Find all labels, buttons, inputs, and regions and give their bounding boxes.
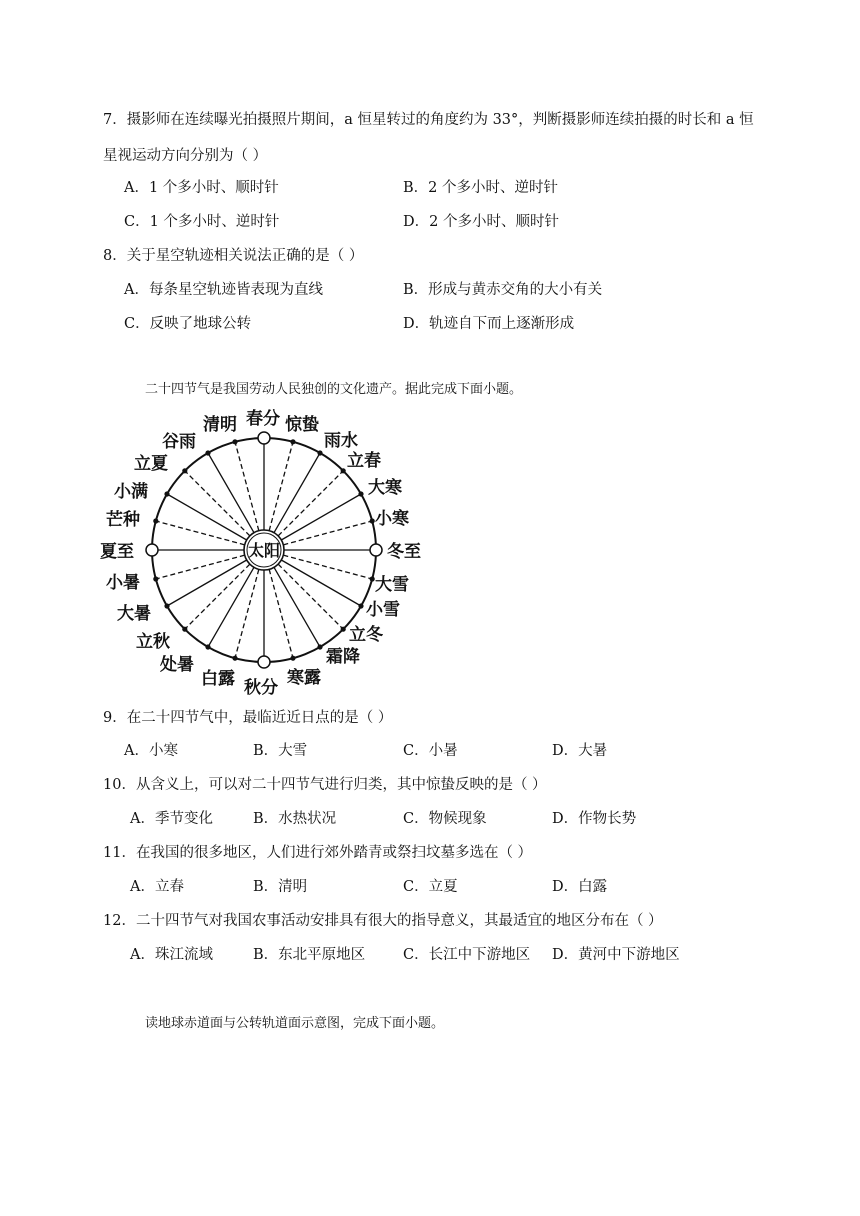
term-chunfen: 春分 [246, 409, 280, 429]
spoke-line [283, 555, 372, 579]
spoke-line [269, 569, 293, 658]
q8-option-b[interactable]: B．形成与黄赤交角的大小有关 [403, 282, 603, 298]
spoke-line [269, 442, 293, 531]
spoke-line [156, 521, 245, 545]
q9-option-a[interactable]: A．小寒 [124, 743, 178, 759]
q10-option-c[interactable]: C．物候现象 [403, 811, 487, 827]
term-dot [358, 491, 363, 496]
spoke-line [185, 471, 250, 536]
term-xiaoshu: 小暑 [106, 573, 140, 593]
term-dot [341, 468, 346, 473]
q7-option-d[interactable]: D．2 个多小时、顺时针 [403, 214, 559, 230]
term-yushui: 雨水 [324, 431, 358, 451]
term-daxue: 大雪 [375, 575, 409, 595]
q9-option-b[interactable]: B．大雪 [253, 743, 308, 759]
chunfen-marker [258, 432, 270, 444]
term-lichun: 立春 [347, 451, 381, 471]
q7-option-b[interactable]: B．2 个多小时、逆时针 [403, 180, 558, 196]
intro-solar-terms: 二十四节气是我国劳动人民独创的文化遗产。据此完成下面小题。 [145, 382, 523, 397]
term-chushu: 处暑 [160, 655, 194, 675]
spoke-line [208, 453, 254, 533]
spoke-line [283, 521, 372, 545]
q8-option-d[interactable]: D．轨迹自下而上逐渐形成 [403, 316, 575, 332]
term-dot [182, 468, 187, 473]
q10-stem: 10．从含义上，可以对二十四节气进行归类，其中惊蛰反映的是（ ） [103, 777, 547, 793]
term-dot [341, 627, 346, 632]
q11-option-c[interactable]: C．立夏 [403, 879, 458, 895]
spoke-line [278, 564, 343, 629]
spoke-line [278, 471, 343, 536]
term-dot [205, 450, 210, 455]
solar-terms-diagram [96, 400, 436, 700]
q12-option-c[interactable]: C．长江中下游地区 [403, 947, 531, 963]
term-guyu: 谷雨 [162, 432, 196, 452]
term-dashu: 大暑 [117, 604, 151, 624]
term-xiaoxue: 小雪 [366, 600, 400, 620]
term-xiazhi: 夏至 [100, 542, 134, 562]
term-shuangjiang: 霜降 [326, 647, 360, 667]
xiazhi-marker [146, 544, 158, 556]
term-dot [232, 439, 237, 444]
q12-stem: 12．二十四节气对我国农事活动安排具有很大的指导意义，其最适宜的地区分布在（ ） [103, 913, 663, 929]
term-jingzhe: 惊蛰 [285, 415, 319, 435]
q11-stem: 11．在我国的很多地区，人们进行郊外踏青或祭扫坟墓多选在（ ） [103, 845, 533, 861]
term-bailu: 白露 [201, 669, 235, 689]
sun-label: 太阳 [247, 541, 281, 560]
q10-option-a[interactable]: A．季节变化 [130, 811, 213, 827]
spoke-line [274, 453, 320, 533]
term-dot [164, 491, 169, 496]
qiufen-marker [258, 656, 270, 668]
spoke-line [156, 555, 245, 579]
spoke-line [281, 494, 361, 540]
spoke-line [235, 569, 259, 658]
term-dot [153, 576, 158, 581]
term-qingming: 清明 [203, 415, 237, 435]
term-mangzhong: 芒种 [106, 510, 140, 530]
term-dot [232, 656, 237, 661]
spoke-line [185, 564, 250, 629]
term-dot [205, 644, 210, 649]
q11-option-a[interactable]: A．立春 [130, 879, 184, 895]
term-dot [182, 627, 187, 632]
term-dot [290, 439, 295, 444]
term-dot [370, 518, 375, 523]
intro-orbit-plane: 读地球赤道面与公转轨道面示意图，完成下面小题。 [145, 1016, 445, 1031]
q8-option-c[interactable]: C．反映了地球公转 [124, 316, 252, 332]
term-dahan: 大寒 [368, 478, 402, 498]
q8-option-a[interactable]: A．每条星空轨迹皆表现为直线 [124, 282, 323, 298]
q8-stem: 8．关于星空轨迹相关说法正确的是（ ） [103, 248, 364, 264]
q12-option-a[interactable]: A．珠江流域 [130, 947, 213, 963]
spoke-line [281, 560, 361, 606]
term-lixia: 立夏 [134, 454, 168, 474]
spoke-line [235, 442, 259, 531]
term-dot [290, 656, 295, 661]
term-dongzhi: 冬至 [387, 542, 421, 562]
q11-option-b[interactable]: B．清明 [253, 879, 308, 895]
q7-option-c[interactable]: C．1 个多小时、逆时针 [124, 214, 280, 230]
dongzhi-marker [370, 544, 382, 556]
term-dot [317, 644, 322, 649]
q12-option-d[interactable]: D．黄河中下游地区 [552, 947, 680, 963]
spoke-line [274, 567, 320, 647]
q9-option-c[interactable]: C．小暑 [403, 743, 458, 759]
term-hanlu: 寒露 [287, 668, 321, 688]
q9-stem: 9．在二十四节气中，最临近近日点的是（ ） [103, 710, 393, 726]
q12-option-b[interactable]: B．东北平原地区 [253, 947, 366, 963]
spoke-line [208, 567, 254, 647]
term-dot [153, 518, 158, 523]
q9-option-d[interactable]: D．大暑 [552, 743, 608, 759]
term-xiaoman: 小满 [114, 482, 148, 502]
term-lidong: 立冬 [349, 625, 383, 645]
q7-stem-line1: 7．摄影师在连续曝光拍摄照片期间，a 恒星转过的角度约为 33°，判断摄影师连续拍摄的时长和 a 恒 [103, 112, 754, 128]
term-dot [358, 603, 363, 608]
q11-option-d[interactable]: D．白露 [552, 879, 608, 895]
term-xiaohan: 小寒 [375, 509, 409, 529]
term-liqiu: 立秋 [136, 632, 170, 652]
term-qiufen: 秋分 [244, 678, 278, 698]
spoke-line [167, 560, 247, 606]
term-dot [370, 576, 375, 581]
spoke-line [167, 494, 247, 540]
term-dot [164, 603, 169, 608]
q10-option-d[interactable]: D．作物长势 [552, 811, 637, 827]
q10-option-b[interactable]: B．水热状况 [253, 811, 337, 827]
q7-stem-line2: 星视运动方向分别为（ ） [103, 148, 268, 164]
term-dot [317, 450, 322, 455]
q7-option-a[interactable]: A．1 个多小时、顺时针 [124, 180, 279, 196]
